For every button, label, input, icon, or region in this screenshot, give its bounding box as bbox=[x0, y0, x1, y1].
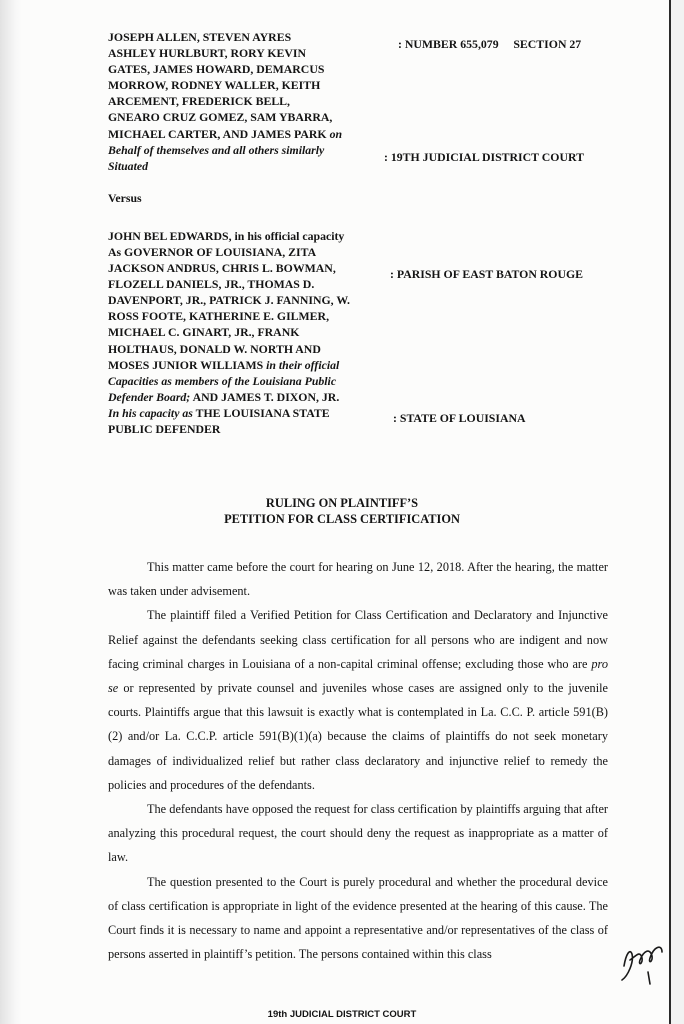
state-name: : STATE OF LOUISIANA bbox=[393, 411, 526, 425]
section-number: SECTION 27 bbox=[513, 37, 582, 51]
defendant-line: Defender Board; AND JAMES T. DIXON, JR. bbox=[108, 389, 340, 404]
plaintiff-on: on bbox=[329, 126, 343, 141]
defendant-line: MICHAEL C. GINART, JR., FRANK bbox=[108, 325, 300, 340]
ruling-body bbox=[108, 555, 608, 966]
plaintiff-line: JOSEPH ALLEN, STEVEN AYRES bbox=[108, 30, 292, 44]
defendant-line: MOSES JUNIOR WILLIAMS in their official bbox=[108, 357, 340, 372]
defendant-line: As GOVERNOR OF LOUISIANA, ZITA bbox=[108, 244, 317, 259]
case-number: : NUMBER 655,079 SECTION 27 bbox=[398, 37, 582, 51]
situated-line: Situated bbox=[108, 158, 148, 173]
plaintiff-line: ASHLEY HURLBURT, RORY KEVIN bbox=[108, 46, 306, 61]
defendant-line: In his capacity as THE LOUISIANA STATE bbox=[108, 405, 330, 420]
defendant-line: HOLTHAUS, DONALD W. NORTH AND bbox=[108, 341, 321, 356]
plaintiff-line: GNEARO CRUZ GOMEZ, SAM YBARRA, bbox=[108, 110, 333, 125]
defendant-line: FLOZELL DANIELS, JR., THOMAS D. bbox=[108, 277, 315, 292]
paragraph-question: The question presented to the Court is purely procedural and whether the procedural device of class certification is appropriate in light of the evidence presented at the hearing of this cause. The Court finds it is necessary to name and appoint a representative and/or representatives of the class of persons asserted in plaintiff’s petition. The persons contained within this class bbox=[108, 874, 608, 962]
plaintiff-line: MORROW, RODNEY WALLER, KEITH bbox=[108, 78, 321, 93]
paragraph-hearing: This matter came before the court for hearing on June 12, 2018. After the hearing, the matter was taken under advisement. bbox=[108, 560, 608, 599]
versus-label: Versus bbox=[108, 191, 142, 205]
caption-parties bbox=[108, 29, 390, 437]
ruling-title-line1: RULING ON PLAINTIFF’S bbox=[265, 496, 419, 510]
plaintiff-last-names: MICHAEL CARTER, AND JAMES PARK bbox=[108, 126, 327, 141]
defendant-line: JOHN BEL EDWARDS, in his official capacity bbox=[108, 228, 345, 243]
plaintiff-line: ARCEMENT, FREDERICK BELL, bbox=[108, 94, 290, 109]
paragraph-petition: The plaintiff filed a Verified Petition for Class Certification and Declaratory and Injunctive Relief against the defendants seeking class certification for all persons who are indigent and now facing criminal charges in Louisiana of a non-capital criminal offense; excluding those who are pro se or represented by private counsel and juveniles whose cases are assigned only to the juvenile courts. Plaintiffs argue that this lawsuit is exactly what is contemplated in La. C.C. P. article 591(B)(2) and/or La. C.C.P. article 591(B)(1)(a) because the claims of plaintiffs do not seek monetary damages of individualized relief but rather class declaratory and injunctive relief to remedy the policies and procedures of the defendants. bbox=[108, 608, 609, 792]
defendant-line: DAVENPORT, JR., PATRICK J. FANNING, W. bbox=[108, 293, 350, 308]
defendant-line: ROSS FOOTE, KATHERINE E. GILMER, bbox=[108, 309, 330, 324]
court-name: : 19TH JUDICIAL DISTRICT COURT bbox=[384, 150, 584, 164]
defendant-line: PUBLIC DEFENDER bbox=[108, 421, 221, 436]
defendant-line: Capacities as members of the Louisiana Public bbox=[108, 373, 337, 388]
parish-name: : PARISH OF EAST BATON ROUGE bbox=[390, 267, 584, 281]
behalf-line: Behalf of themselves and all others similarly bbox=[108, 142, 325, 157]
paragraph-opposition: The defendants have opposed the request for class certification by plaintiffs arguing that after analyzing this procedural request, the court should deny the request as inappropriate as a matter of law. bbox=[108, 802, 608, 865]
plaintiff-line: GATES, JAMES HOWARD, DEMARCUS bbox=[108, 62, 325, 77]
page-footer: 19th JUDICIAL DISTRICT COURT bbox=[267, 1009, 417, 1020]
ruling-title-line2: PETITION FOR CLASS CERTIFICATION bbox=[224, 512, 460, 526]
defendant-line: JACKSON ANDRUS, CHRIS L. BOWMAN, bbox=[108, 261, 336, 276]
handwritten-initials-icon bbox=[618, 936, 666, 988]
plaintiff-line bbox=[108, 126, 390, 142]
